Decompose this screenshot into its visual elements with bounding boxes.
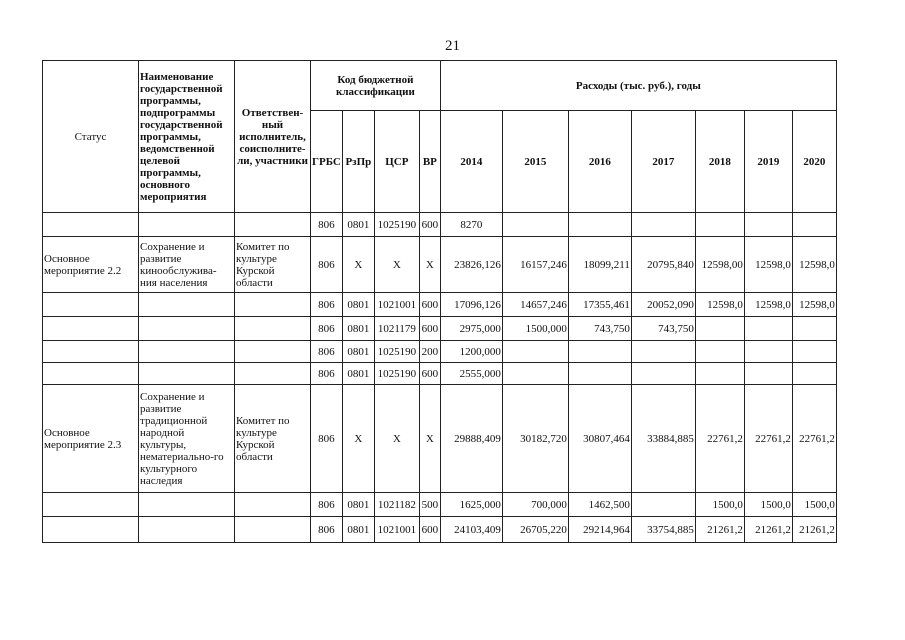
expense-cell: 29888,409 — [440, 385, 502, 493]
csr-cell: Х — [374, 385, 419, 493]
name-cell — [139, 363, 235, 385]
grbs-cell: 806 — [311, 493, 343, 517]
vr-header: ВР — [419, 111, 440, 213]
expense-cell — [502, 363, 568, 385]
status-cell: Основное мероприятие 2.2 — [43, 237, 139, 293]
responsible-cell — [235, 293, 311, 317]
year-header: 2018 — [695, 111, 744, 213]
year-header: 2017 — [631, 111, 695, 213]
expense-cell — [695, 213, 744, 237]
rzpr-cell: 0801 — [342, 517, 374, 543]
expense-cell — [695, 363, 744, 385]
table-row — [43, 213, 837, 237]
expense-cell — [792, 317, 836, 341]
expense-cell — [631, 493, 695, 517]
status-cell — [43, 493, 139, 517]
name-cell — [139, 517, 235, 543]
expense-cell: 1200,000 — [440, 341, 502, 363]
name-cell — [139, 293, 235, 317]
expense-cell — [695, 341, 744, 363]
name-header: Наименование государственной программы, подпрограммы государственной программы, ведомственной целевой программы, основного мероприятия — [139, 61, 235, 213]
table-row — [43, 517, 837, 543]
expense-cell: 1625,000 — [440, 493, 502, 517]
expense-cell: 33754,885 — [631, 517, 695, 543]
grbs-cell: 806 — [311, 213, 343, 237]
table-row — [43, 385, 837, 493]
vr-cell: Х — [419, 237, 440, 293]
rzpr-cell: 0801 — [342, 493, 374, 517]
status-cell: Основное мероприятие 2.3 — [43, 385, 139, 493]
expense-cell: 8270 — [440, 213, 502, 237]
expense-cell: 18099,211 — [568, 237, 631, 293]
expense-cell — [792, 341, 836, 363]
rzpr-cell: Х — [342, 237, 374, 293]
header-row-top — [43, 61, 837, 111]
expense-cell: 17096,126 — [440, 293, 502, 317]
expense-cell — [695, 317, 744, 341]
expense-cell — [568, 341, 631, 363]
expense-cell — [744, 363, 792, 385]
rzpr-cell: 0801 — [342, 341, 374, 363]
expense-cell — [568, 213, 631, 237]
expense-cell: 1500,000 — [502, 317, 568, 341]
vr-cell: 600 — [419, 517, 440, 543]
year-header: 2020 — [792, 111, 836, 213]
status-cell — [43, 293, 139, 317]
expense-cell: 2555,000 — [440, 363, 502, 385]
year-header: 2016 — [568, 111, 631, 213]
expense-cell: 1500,0 — [744, 493, 792, 517]
rzpr-cell: Х — [342, 385, 374, 493]
budget-code-header: Код бюджетной классификации — [311, 61, 441, 111]
status-cell — [43, 213, 139, 237]
grbs-cell: 806 — [311, 341, 343, 363]
expense-cell — [631, 341, 695, 363]
responsible-cell — [235, 213, 311, 237]
name-cell — [139, 317, 235, 341]
expense-cell: 12598,0 — [792, 293, 836, 317]
expense-cell: 17355,461 — [568, 293, 631, 317]
year-header: 2019 — [744, 111, 792, 213]
table-row — [43, 237, 837, 293]
expense-cell — [502, 213, 568, 237]
expense-cell: 26705,220 — [502, 517, 568, 543]
csr-cell: 1025190 — [374, 341, 419, 363]
table-row — [43, 493, 837, 517]
status-cell — [43, 317, 139, 341]
vr-cell: 500 — [419, 493, 440, 517]
expense-cell: 12598,0 — [744, 293, 792, 317]
vr-cell: 600 — [419, 363, 440, 385]
vr-cell: 600 — [419, 293, 440, 317]
responsible-cell — [235, 517, 311, 543]
csr-cell: Х — [374, 237, 419, 293]
grbs-cell: 806 — [311, 517, 343, 543]
status-cell — [43, 341, 139, 363]
responsible-cell — [235, 493, 311, 517]
name-cell: Сохранение и развитие традиционной народной культуры, нематериально-го культурного наследия — [139, 385, 235, 493]
rzpr-cell: 0801 — [342, 213, 374, 237]
year-header: 2015 — [502, 111, 568, 213]
grbs-cell: 806 — [311, 385, 343, 493]
expense-cell — [631, 363, 695, 385]
expense-cell: 12598,0 — [695, 293, 744, 317]
expense-cell — [744, 341, 792, 363]
responsible-cell — [235, 317, 311, 341]
responsible-cell — [235, 363, 311, 385]
expense-cell: 21261,2 — [792, 517, 836, 543]
responsible-cell: Комитет по культуре Курской области — [235, 385, 311, 493]
page-number: 21 — [445, 38, 460, 54]
csr-cell: 1021001 — [374, 293, 419, 317]
table-row — [43, 341, 837, 363]
expense-cell: 700,000 — [502, 493, 568, 517]
expense-cell: 743,750 — [631, 317, 695, 341]
vr-cell: 600 — [419, 317, 440, 341]
expense-cell: 1500,0 — [792, 493, 836, 517]
status-cell — [43, 517, 139, 543]
csr-cell: 1021001 — [374, 517, 419, 543]
expense-cell: 743,750 — [568, 317, 631, 341]
grbs-cell: 806 — [311, 363, 343, 385]
expense-cell — [744, 317, 792, 341]
expense-cell: 30182,720 — [502, 385, 568, 493]
responsible-header: Ответствен-ный исполнитель, соисполните-ли, участники — [235, 61, 311, 213]
expense-cell: 21261,2 — [695, 517, 744, 543]
expense-cell: 22761,2 — [792, 385, 836, 493]
status-cell — [43, 363, 139, 385]
expense-cell: 23826,126 — [440, 237, 502, 293]
expense-cell — [744, 213, 792, 237]
expense-cell: 22761,2 — [695, 385, 744, 493]
expense-cell: 20795,840 — [631, 237, 695, 293]
table-row — [43, 293, 837, 317]
name-cell — [139, 341, 235, 363]
grbs-cell: 806 — [311, 293, 343, 317]
expense-cell — [631, 213, 695, 237]
vr-cell: Х — [419, 385, 440, 493]
expense-cell: 20052,090 — [631, 293, 695, 317]
responsible-cell: Комитет по культуре Курской области — [235, 237, 311, 293]
expense-cell — [792, 213, 836, 237]
csr-cell: 1025190 — [374, 213, 419, 237]
expense-cell — [502, 341, 568, 363]
status-header: Статус — [43, 61, 139, 213]
table-row — [43, 317, 837, 341]
vr-cell: 600 — [419, 213, 440, 237]
expense-cell: 29214,964 — [568, 517, 631, 543]
expense-cell: 12598,0 — [744, 237, 792, 293]
expense-cell: 24103,409 — [440, 517, 502, 543]
rzpr-cell: 0801 — [342, 293, 374, 317]
csr-header: ЦСР — [374, 111, 419, 213]
budget-table — [42, 60, 837, 543]
name-cell — [139, 493, 235, 517]
expense-cell: 21261,2 — [744, 517, 792, 543]
rzpr-cell: 0801 — [342, 317, 374, 341]
expense-cell: 33884,885 — [631, 385, 695, 493]
expense-cell: 1500,0 — [695, 493, 744, 517]
table-row — [43, 363, 837, 385]
expense-cell — [568, 363, 631, 385]
rzpr-cell: 0801 — [342, 363, 374, 385]
expense-cell — [792, 363, 836, 385]
expense-cell: 12598,0 — [792, 237, 836, 293]
expense-cell: 14657,246 — [502, 293, 568, 317]
name-cell — [139, 213, 235, 237]
expense-cell: 16157,246 — [502, 237, 568, 293]
expense-cell: 1462,500 — [568, 493, 631, 517]
expense-cell: 2975,000 — [440, 317, 502, 341]
expense-cell: 12598,00 — [695, 237, 744, 293]
expense-cell: 22761,2 — [744, 385, 792, 493]
csr-cell: 1021179 — [374, 317, 419, 341]
grbs-header: ГРБС — [311, 111, 343, 213]
vr-cell: 200 — [419, 341, 440, 363]
responsible-cell — [235, 341, 311, 363]
expenses-header: Расходы (тыс. руб.), годы — [440, 61, 836, 111]
expense-cell: 30807,464 — [568, 385, 631, 493]
table-body — [43, 213, 837, 543]
rzpr-header: РзПр — [342, 111, 374, 213]
name-cell: Сохранение и развитие кинообслужива-ния населения — [139, 237, 235, 293]
year-header: 2014 — [440, 111, 502, 213]
grbs-cell: 806 — [311, 237, 343, 293]
grbs-cell: 806 — [311, 317, 343, 341]
csr-cell: 1025190 — [374, 363, 419, 385]
csr-cell: 1021182 — [374, 493, 419, 517]
